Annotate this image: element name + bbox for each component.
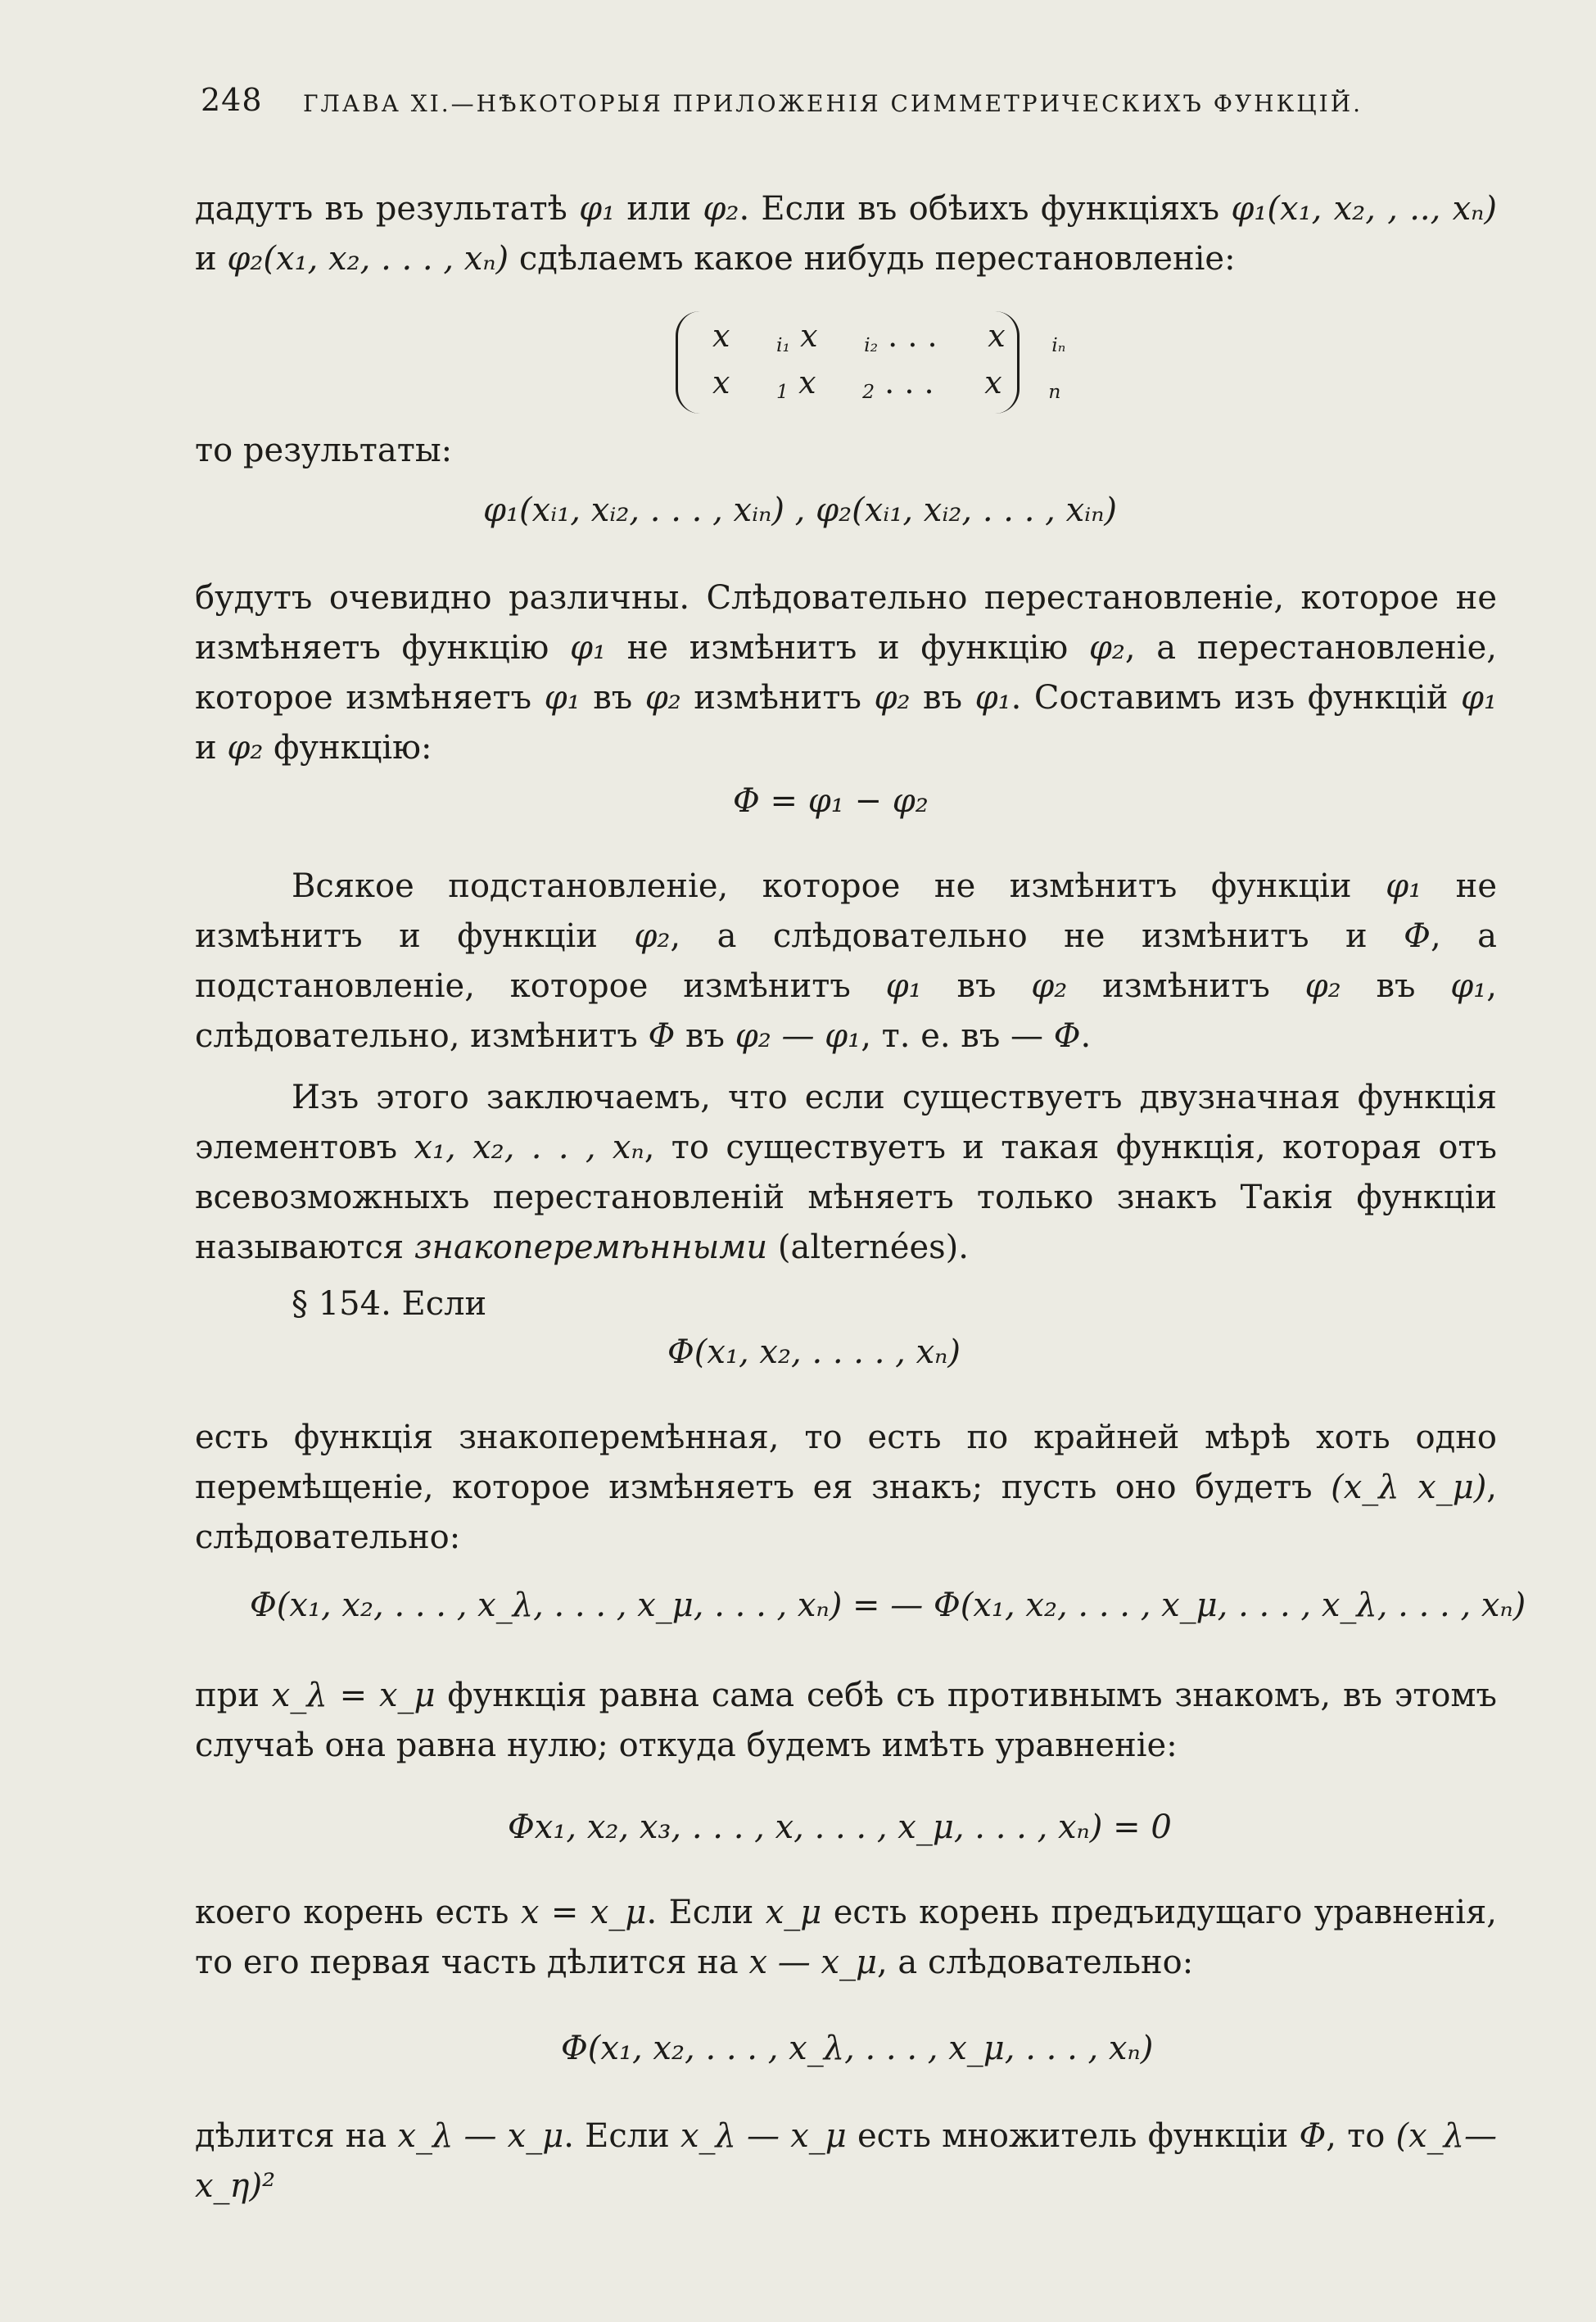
permutation-matrix [676, 311, 1066, 414]
running-title: ГЛАВА XI.—НѢКОТОРЫЯ ПРИЛОЖЕНІЯ СИММЕТРИЧЕСКИХЪ ФУНКЦІЙ. [303, 90, 1363, 117]
equation-5: Φx₁, x₂, x₃, . . . , x, . . . , x_μ, . . . , xₙ) = 0 [508, 1808, 1172, 1846]
paragraph-5: Изъ этого заключаемъ, что если существуетъ двузначная функція элементовъ x₁, x₂, . . , xₙ, то существуетъ и такая функція, которая отъ всевозможныхъ перестановленій мѣняетъ только знакъ Такія функціи называются знакоперемѣнными (alternées). [195, 1079, 1497, 1266]
paragraph-9: коего корень есть x = x_μ. Если x_μ есть корень предъидущаго уравненія, то его первая часть дѣлится на x — x_μ, а слѣдовательно: [195, 1894, 1497, 1981]
paragraph-2: то результаты: [195, 432, 453, 469]
paragraph-1: дадутъ въ результатѣ φ₁ или φ₂. Если въ обѣихъ функціяхъ φ₁(x₁, x₂, , .., xₙ) и φ₂(x₁, x₂, . . . , xₙ) сдѣлаемъ какое нибудь перестановленіе: [195, 190, 1497, 278]
paragraph-4: Всякое подстановленіе, которое не измѣнитъ функціи φ₁ не измѣнитъ и функціи φ₂, а слѣдовательно не измѣнитъ и Φ, а подстановленіе, которое измѣнитъ φ₁ въ φ₂ измѣнитъ φ₂ въ φ₁, слѣдовательно, измѣнитъ Φ въ φ₂ — φ₁, т. е. въ — Φ. [195, 867, 1498, 1055]
page-header [201, 82, 1473, 131]
equation-2: Φ = φ₁ − φ₂ [733, 782, 929, 820]
page-number: 248 [201, 82, 263, 118]
equation-3: Φ(x₁, x₂, . . . . , xₙ) [667, 1333, 961, 1371]
equation-4: Φ(x₁, x₂, . . . , x_λ, . . . , x_μ, . . . , xₙ) = — Φ(x₁, x₂, . . . , x_μ, . . . , x_λ, . . . , xₙ) [250, 1586, 1526, 1624]
left-parenthesis [676, 311, 703, 414]
matrix-top-row: x $_{i_1}$ x $_{i_2}$ . . . x $_{i_n}$ [712, 318, 1066, 356]
equation-6: Φ(x₁, x₂, . . . , x_λ, . . . , x_μ, . . . , xₙ) [561, 2030, 1154, 2067]
section-154-heading: § 154. Если [292, 1285, 487, 1323]
paragraph-3: будутъ очевидно различны. Слѣдовательно перестановленіе, которое не измѣняетъ функцію φ₁ не измѣнитъ и функцію φ₂, а перестановленіе, которое измѣняетъ φ₁ въ φ₂ измѣнитъ φ₂ въ φ₁. Составимъ изъ функцій φ₁ и φ₂ функцію: [195, 579, 1497, 767]
matrix-bottom-row: x $_1$ x $_2$ . . . x $_n$ [712, 364, 1061, 403]
paragraph-10: дѣлится на x_λ — x_μ. Если x_λ — x_μ есть множитель функціи Φ, то (x_λ—x_η)² [195, 2117, 1498, 2205]
paragraph-8: при x_λ = x_μ функція равна сама себѣ съ противнымъ знакомъ, въ этомъ случаѣ она равна нулю; откуда будемъ имѣть уравненіе: [195, 1677, 1497, 1764]
equation-1: φ₁(xᵢ₁, xᵢ₂, . . . , xᵢₙ) , φ₂(xᵢ₁, xᵢ₂, . . . , xᵢₙ) [483, 491, 1118, 529]
paragraph-7: есть функція знакоперемѣнная, то есть по крайней мѣрѣ хоть одно перемѣщеніе, которое измѣняетъ ея знакъ; пусть оно будетъ (x_λ x_μ), слѣдовательно: [195, 1419, 1498, 1556]
right-parenthesis [992, 311, 1020, 414]
